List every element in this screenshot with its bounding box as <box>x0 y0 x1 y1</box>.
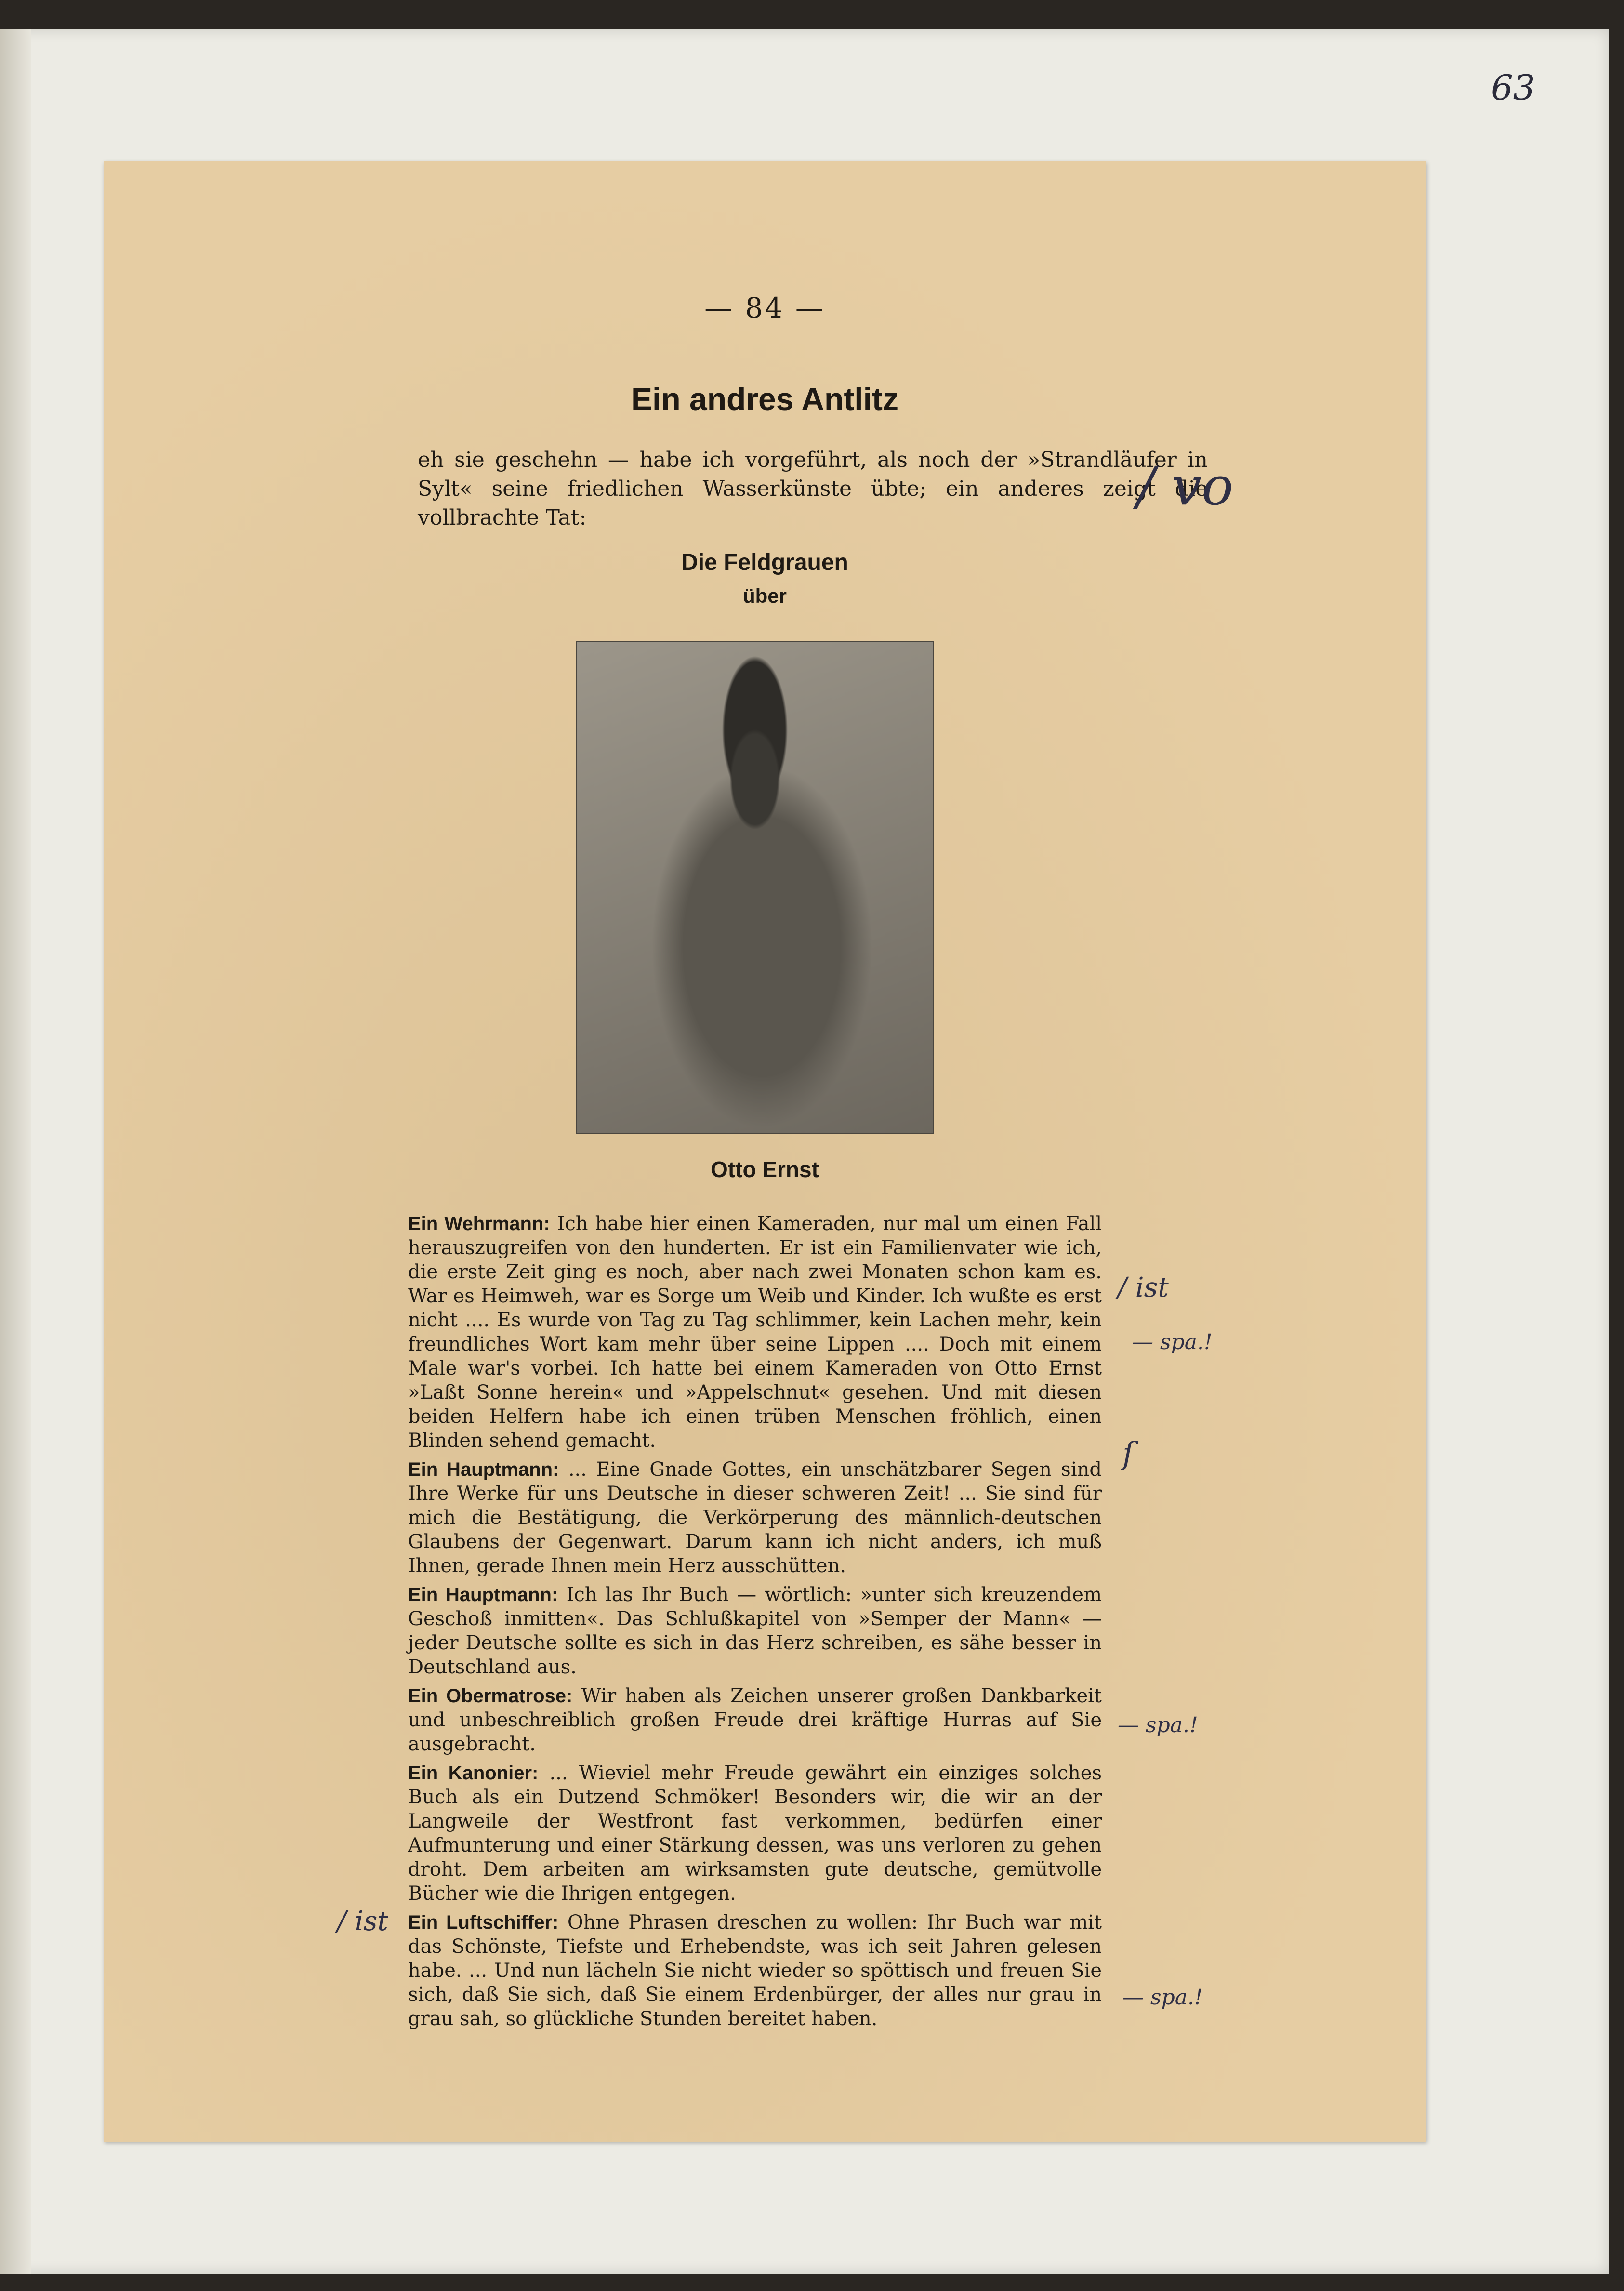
page-number: — 84 — <box>704 291 825 324</box>
letter-paragraph <box>408 1684 1102 1756</box>
margin-note: / ist <box>337 1906 388 1937</box>
binding-gutter <box>0 29 31 2274</box>
margin-note: — spa.! <box>1122 1985 1203 2010</box>
portrait-photo <box>576 641 934 1134</box>
letter-paragraph <box>408 1212 1102 1453</box>
letter-speaker: Ein Obermatrose: <box>408 1685 573 1707</box>
letter-paragraph <box>408 1583 1102 1679</box>
letter-speaker: Ein Wehrmann: <box>408 1213 550 1234</box>
photo-caption: Otto Ernst <box>711 1157 819 1182</box>
letter-speaker: Ein Kanonier: <box>408 1762 539 1784</box>
letter-text: ... Wieviel mehr Freude gewährt ein einziges solches Buch als ein Dutzend Schmöker! Besonders wir, die wir an der Langweile der Westfront fast verkommen, bedürfen einer Aufmunterung und einer Stärkung dessen, was uns verloren zu gehen droht. Dem arbeiten am wirksamsten gute deutsche, gemütvolle Bücher wie die Ihrigen entgegen. <box>408 1762 1102 1905</box>
letters-list <box>408 1212 1102 2036</box>
letter-text: ... Eine Gnade Gottes, ein unschätzbarer Segen sind Ihre Werke für uns Deutsche in dieser schweren Zeit! ... Sie sind für mich die Bestätigung, die Verkörperung des männlich-deutschen Glaubens der Gegenwart. Darum kann ich nicht anders, ich muß Ihnen, gerade Ihnen mein Herz ausschütten. <box>408 1458 1102 1577</box>
letter-speaker: Ein Luftschiffer: <box>408 1912 559 1933</box>
letter-speaker: Ein Hauptmann: <box>408 1584 558 1605</box>
article-title: Ein andres Antlitz <box>631 381 898 417</box>
margin-note: — spa.! <box>1132 1330 1213 1354</box>
letter-paragraph <box>408 1910 1102 2031</box>
letter-text: Ich habe hier einen Kameraden, nur mal um einen Fall herauszugreifen von den hunderten. Er ist ein Familienvater wie ich, die erste Zeit ging es noch, aber nach zwei Monaten schon kam es. War es Heimweh, war es Sorge um Weib und Kinder. Ich wußte es erst nicht .... Es wurde von Tag zu Tag schlimmer, kein Lachen mehr, kein freundliches Wort kam mehr über seine Lippen .... Doch mit einem Male war's vorbei. Ich hatte bei einem Kameraden von Otto Ernst »Laßt Sonne herein« und »Appelschnut« gesehen. Und mit diesen beiden Helfern habe ich einen trüben Menschen fröhlich, einen Blinden sehend gemacht. <box>408 1213 1102 1452</box>
intro-paragraph: eh sie geschehn — habe ich vorgeführt, als noch der »Strandläufer in Sylt« seine friedlichen Wasserkünste übte; ein anderes zeigt die vollbrachte Tat: <box>418 448 1208 530</box>
margin-note: — spa.! <box>1118 1713 1198 1737</box>
letter-paragraph <box>408 1457 1102 1578</box>
margin-note: / ist <box>1118 1272 1169 1303</box>
margin-note: / vo <box>1137 455 1234 517</box>
margin-note: ſ <box>1122 1436 1134 1471</box>
section-heading: Die Feldgrauen <box>681 550 848 575</box>
letter-speaker: Ein Hauptmann: <box>408 1459 559 1480</box>
section-subheading: über <box>742 584 787 607</box>
letter-paragraph <box>408 1761 1102 1906</box>
letter-text: Wir haben als Zeichen unserer großen Dankbarkeit und unbeschreiblich großen Freude drei kräftige Hurras auf Sie ausgebracht. <box>408 1685 1102 1755</box>
letter-text: Ich las Ihr Buch — wörtlich: »unter sich kreuzendem Geschoß inmitten«. Das Schlußkapitel von »Semper der Mann« — jeder Deutsche sollte es sich in das Herz schreiben, es sähe besser in Deutschland aus. <box>408 1584 1102 1678</box>
folio-number: 63 <box>1491 67 1535 108</box>
letter-text: Ohne Phrasen dreschen zu wollen: Ihr Buch war mit das Schönste, Tiefste und Erhebendste, was ich seit Jahren gelesen habe. ... Und nun lächeln Sie nicht wieder so spöttisch und freuen Sie sich, daß Sie sich, daß Sie einem Erdenbürger, der alles nur grau in grau sah, so glückliche Stunden bereitet haben. <box>408 1911 1102 2030</box>
